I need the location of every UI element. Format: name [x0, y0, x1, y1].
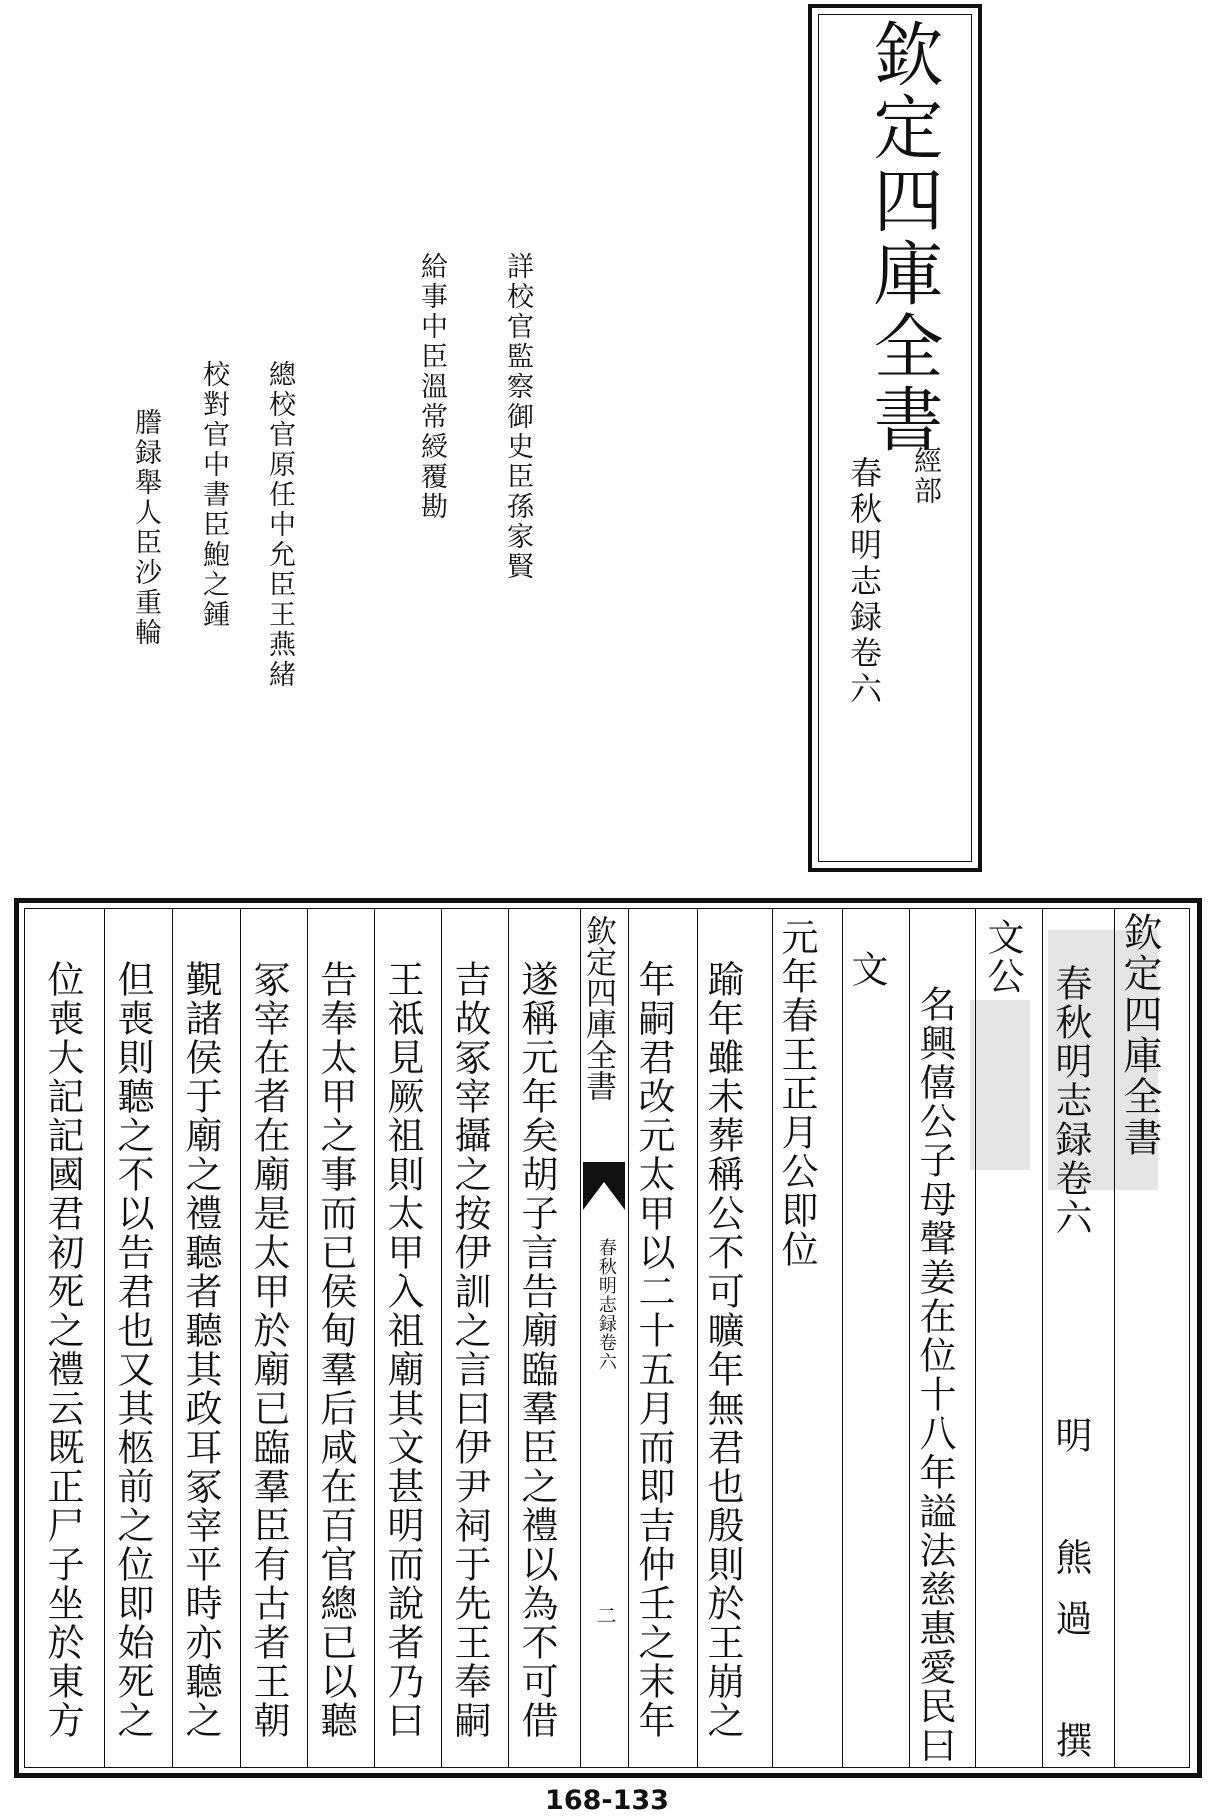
- column-rule: [975, 908, 976, 1768]
- cover-category: 經部: [910, 446, 943, 506]
- running-title: 欽定四庫全書: [1117, 912, 1162, 1158]
- fishtail-mark: [583, 1162, 625, 1210]
- column-rule: [441, 908, 442, 1768]
- text-column: 告奉太甲之事而已侯甸羣后咸在百官總已以聽: [314, 960, 357, 1740]
- text-column: 冢宰在者在廟是太甲於廟已臨羣臣有古者王朝: [247, 960, 290, 1740]
- cover-title: 欽定四庫全書: [862, 18, 944, 456]
- text-column: 名興僖公子母聲姜在位十八年謚法慈惠愛民曰: [913, 985, 956, 1765]
- center-strip-page-number: 二: [593, 1605, 617, 1625]
- center-strip-subtitle: 春秋明志録卷六: [595, 1238, 617, 1371]
- column-rule: [508, 908, 509, 1768]
- work-title: 春秋明志録卷六: [1049, 964, 1092, 1237]
- text-column: 遂稱元年矣胡子言告廟臨羣臣之禮以為不可借: [515, 960, 558, 1740]
- column-rule: [909, 908, 910, 1768]
- text-column: 元年春王正月公即位: [775, 918, 818, 1269]
- column-rule: [374, 908, 375, 1768]
- staff-line-proofreader: 詳校官監察御史臣孫家賢: [502, 252, 533, 582]
- scan-shade: [970, 1000, 1030, 1170]
- center-strip-title: 欽定四庫全書: [580, 915, 616, 1101]
- column-rule: [104, 908, 105, 1768]
- text-column: 位喪大記記國君初死之禮云既正尸子坐於東方: [41, 960, 84, 1740]
- staff-line-copyist: 謄録舉人臣沙重輪: [130, 408, 161, 648]
- staff-line-chief-editor: 總校官原任中允臣王燕緒: [264, 360, 295, 690]
- text-column: 覲諸侯于廟之禮聽者聽其政耳冢宰平時亦聽之: [179, 960, 222, 1740]
- chapter-heading: 文公: [981, 918, 1024, 996]
- cover-volume-title: 春秋明志録卷六: [845, 456, 883, 708]
- text-column: 踰年雖未葬稱公不可曠年無君也殷則於王崩之: [701, 960, 744, 1740]
- text-column: 但喪則聽之不以告君也又其柩前之位即始死之: [111, 960, 154, 1740]
- text-column: 王祗見厥祖則太甲入祖廟其文甚明而說者乃曰: [381, 960, 424, 1740]
- column-rule: [842, 908, 843, 1768]
- column-rule: [772, 908, 773, 1768]
- column-rule: [697, 908, 698, 1768]
- text-column: 文: [845, 950, 888, 989]
- text-column: 年嗣君改元太甲以二十五月而即吉仲壬之末年: [632, 960, 675, 1740]
- staff-line-collator: 校對官中書臣鮑之鍾: [198, 360, 229, 630]
- column-rule: [628, 908, 629, 1768]
- author-line: 明 熊過 撰: [1049, 1416, 1092, 1782]
- text-column: 吉故冢宰攝之按伊訓之言曰伊尹祠于先王奉嗣: [448, 960, 491, 1740]
- staff-line-reviewer: 給事中臣溫常綬覆勘: [416, 252, 447, 522]
- column-rule: [307, 908, 308, 1768]
- page-code: 168-133: [545, 1785, 669, 1816]
- column-rule: [240, 908, 241, 1768]
- column-rule: [172, 908, 173, 1768]
- column-rule: [1114, 908, 1115, 1768]
- column-rule: [1042, 908, 1043, 1768]
